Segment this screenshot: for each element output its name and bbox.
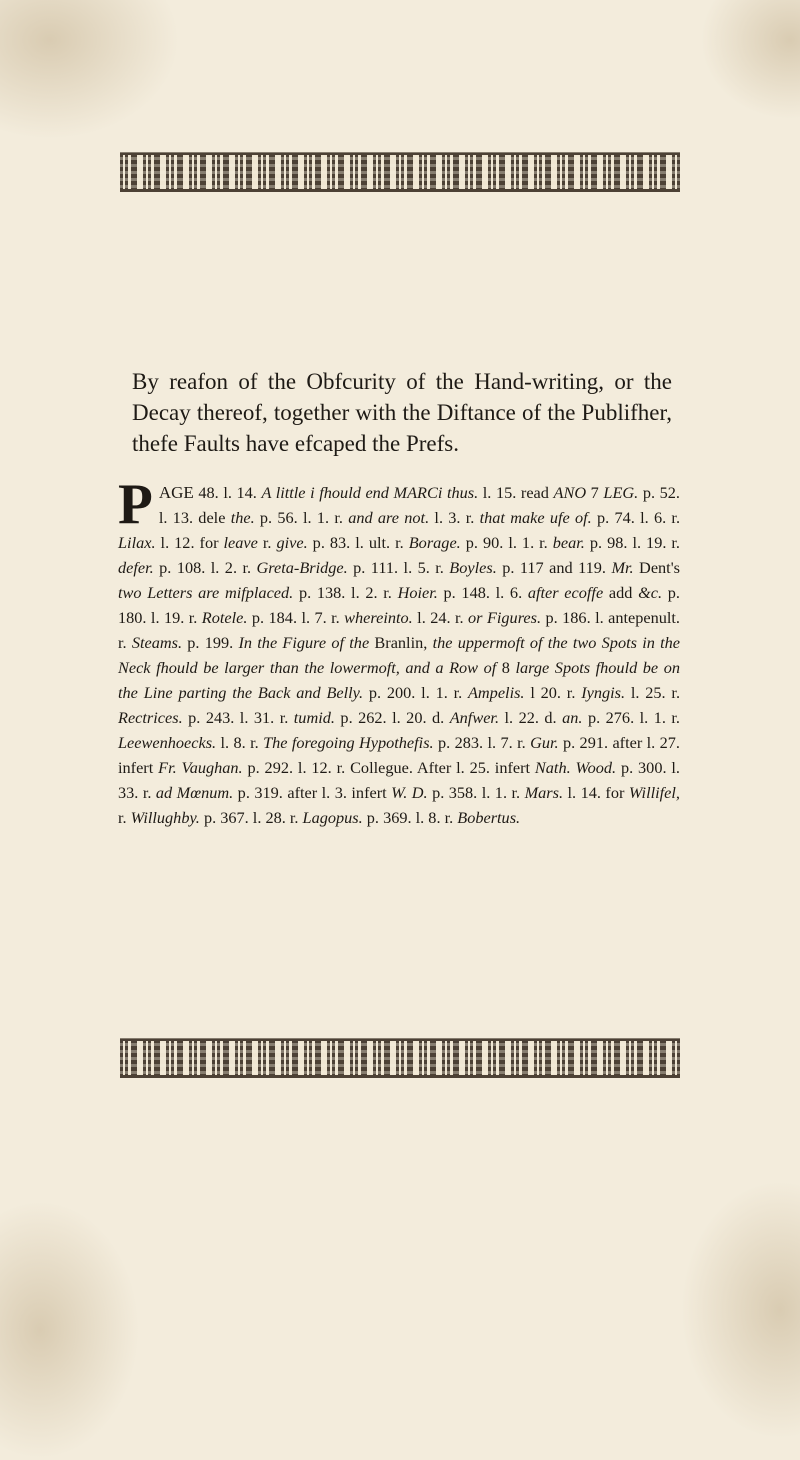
errata-paragraph — [118, 473, 681, 830]
errata-correction: large Spots fhould be on the Line parting the Back and Belly. — [118, 658, 680, 702]
errata-correction: tumid. — [293, 708, 335, 727]
errata-reference: l. 8. r. — [216, 733, 264, 752]
bottom-ornament-border — [120, 1038, 680, 1078]
errata-correction: Fr. Vaughan. — [158, 758, 243, 777]
errata-reference: p. 199. — [182, 633, 239, 652]
errata-reference: p. 291. after l. 27. infert — [118, 733, 680, 777]
page-stain — [0, 0, 180, 140]
errata-correction: Hoier. — [397, 583, 438, 602]
errata-reference: p. 98. l. 19. r. — [584, 533, 681, 552]
errata-reference: l. 15. read — [478, 483, 554, 502]
errata-correction: The foregoing Hypothefis. — [263, 733, 434, 752]
errata-reference: p. 90. l. 1. r. — [460, 533, 553, 552]
errata-reference: p. 83. l. ult. r. — [307, 533, 409, 552]
errata-correction: and are not. — [348, 508, 430, 527]
errata-correction: A little i fhould end MARCi thus. — [261, 483, 479, 502]
errata-correction: Lilax. — [118, 533, 156, 552]
errata-reference: r. — [118, 808, 131, 827]
errata-reference: 7 — [586, 483, 604, 502]
errata-correction: Rectrices. — [118, 708, 183, 727]
errata-reference: p. 108. l. 2. r. — [153, 558, 257, 577]
errata-reference: p. 367. l. 28. r. — [199, 808, 303, 827]
errata-correction: an. — [562, 708, 583, 727]
errata-reference: Dent's — [633, 558, 680, 577]
errata-correction: Willifel, — [628, 783, 680, 802]
top-ornament-border — [120, 152, 680, 192]
errata-correction: Boyles. — [449, 558, 497, 577]
errata-reference: l 20. r. — [524, 683, 582, 702]
errata-correction: defer. — [118, 558, 154, 577]
errata-correction: &c. — [638, 583, 663, 602]
errata-reference: p. 138. l. 2. r. — [293, 583, 398, 602]
errata-reference: p. 52. l. 13. dele — [158, 483, 680, 527]
intro-paragraph: By reafon of the Obfcurity of the Hand-writing, or the Decay thereof, together with the Diftance of the Publifher, thefe Faults have efcaped the Prefs. — [132, 369, 672, 456]
drop-cap: P — [118, 473, 153, 536]
page-stain — [0, 1200, 140, 1460]
errata-correction: leave — [223, 533, 258, 552]
errata-reference: r. — [257, 533, 277, 552]
errata-reference: p. 319. after l. 3. infert — [233, 783, 392, 802]
errata-correction: Mars. — [524, 783, 564, 802]
errata-correction: ANO — [553, 483, 587, 502]
page-stain — [700, 0, 800, 120]
errata-reference: l. 25. r. — [625, 683, 681, 702]
errata-correction: Gur. — [530, 733, 559, 752]
errata-reference: p. 292. l. 12. r. Collegue. After l. 25. infert — [242, 758, 535, 777]
errata-reference: p. 358. l. 1. r. — [427, 783, 525, 802]
errata-reference: p. 180. l. 19. r. — [118, 583, 680, 627]
errata-reference: l. 3. r. — [429, 508, 480, 527]
errata-correction: Willughby. — [130, 808, 200, 827]
errata-reference: p. 74. l. 6. r. — [591, 508, 681, 527]
errata-reference: add — [603, 583, 639, 602]
errata-reference: 48. l. 14. — [198, 483, 262, 502]
errata-reference: p. 186. l. antepenult. r. — [118, 608, 680, 652]
errata-correction: Nath. Wood. — [534, 758, 617, 777]
errata-reference: p. 184. l. 7. r. — [247, 608, 345, 627]
errata-correction: the. — [230, 508, 255, 527]
errata-correction: In the Figure of the — [238, 633, 370, 652]
errata-reference: l. 22. d. — [499, 708, 563, 727]
errata-correction: after ecoffe — [527, 583, 604, 602]
errata-reference: l. 24. r. — [412, 608, 469, 627]
errata-reference: l. 12. for — [155, 533, 224, 552]
errata-correction: Lagopus. — [302, 808, 363, 827]
errata-correction: LEG. — [603, 483, 639, 502]
errata-reference: p. 117 and 119. — [496, 558, 612, 577]
errata-reference: p. 300. l. 33. r. — [118, 758, 680, 802]
errata-correction: Mr. — [611, 558, 634, 577]
errata-reference: p. 148. l. 6. — [437, 583, 528, 602]
errata-correction: Anfwer. — [449, 708, 500, 727]
errata-reference: p. 262. l. 20. d. — [334, 708, 450, 727]
errata-reference: l. 14. for — [563, 783, 629, 802]
errata-correction: Bobertus. — [457, 808, 521, 827]
page-stain — [680, 1180, 800, 1440]
errata-body — [118, 473, 681, 827]
errata-correction: or Figures. — [468, 608, 542, 627]
errata-correction: Steams. — [131, 633, 183, 652]
errata-reference: 8 — [496, 658, 516, 677]
errata-reference: Branlin, — [369, 633, 433, 652]
errata-reference: p. 369. l. 8. r. — [362, 808, 458, 827]
errata-reference: p. 200. l. 1. r. — [363, 683, 468, 702]
errata-correction: that make ufe of. — [479, 508, 592, 527]
errata-correction: whereinto. — [344, 608, 413, 627]
errata-correction: Leewenhoecks. — [118, 733, 217, 752]
errata-correction: two Letters are mifplaced. — [118, 583, 294, 602]
errata-correction: Borage. — [408, 533, 461, 552]
errata-reference: p. 283. l. 7. r. — [433, 733, 531, 752]
errata-correction: Iyngis. — [581, 683, 626, 702]
errata-correction: Greta-Bridge. — [256, 558, 348, 577]
errata-correction: give. — [276, 533, 308, 552]
errata-correction: Ampelis. — [467, 683, 525, 702]
errata-reference: p. 111. l. 5. r. — [347, 558, 450, 577]
errata-correction: bear. — [552, 533, 585, 552]
errata-correction: W. D. — [391, 783, 428, 802]
errata-correction: ad Mœnum. — [155, 783, 234, 802]
errata-reference: p. 243. l. 31. r. — [182, 708, 294, 727]
errata-heading: AGE — [158, 483, 194, 502]
errata-correction: the uppermoft of the two Spots in the Neck fhould be larger than the lowermoft, and a Row of — [118, 633, 680, 677]
errata-reference: p. 56. l. 1. r. — [254, 508, 349, 527]
errata-correction: Rotele. — [201, 608, 248, 627]
errata-reference: p. 276. l. 1. r. — [582, 708, 680, 727]
